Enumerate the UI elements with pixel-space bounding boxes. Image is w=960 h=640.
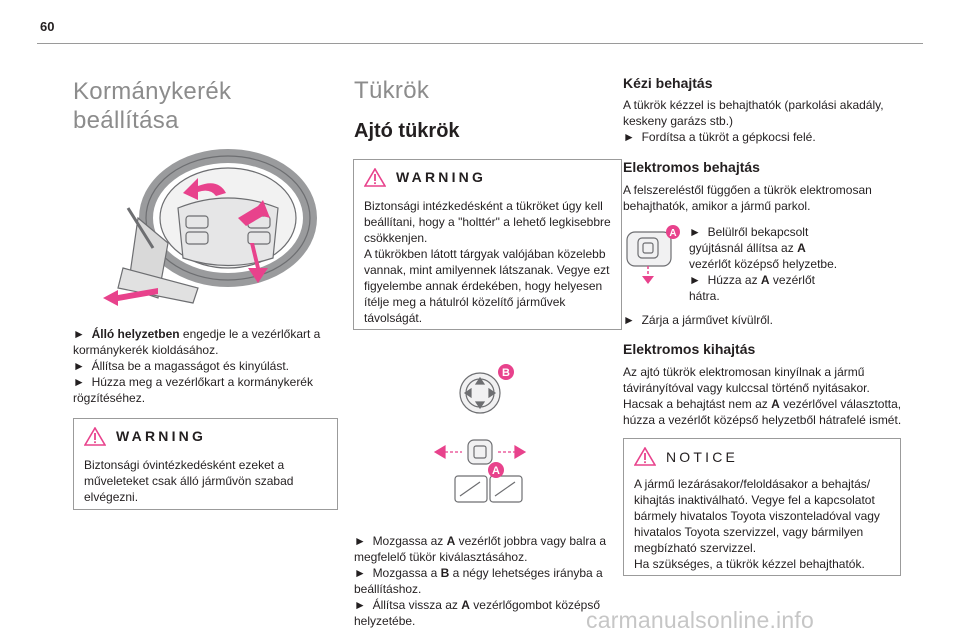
steering-wheel-illustration <box>73 148 338 313</box>
warning-triangle-icon <box>84 427 106 446</box>
steering-section <box>73 58 338 510</box>
mirrors-title: Tükrök <box>354 77 430 104</box>
mirrors-section <box>340 58 622 629</box>
notice-box <box>623 438 901 576</box>
mirror-step-1: ► Mozgassa az A vezérlőt jobbra vagy balra a megfelelő tükör kiválasztásához. <box>354 533 607 564</box>
steering-steps <box>73 326 338 406</box>
steering-step-1: ► Álló helyzetben engedje le a vezérlőkart a kormánykerék kioldásához. <box>73 326 321 357</box>
steering-step-2: ► Állítsa be a magasságot és kinyúlást. <box>73 358 289 373</box>
door-mirrors-subtitle: Ajtó tükrök <box>354 119 460 142</box>
electric-fold-step-2: ► Húzza az A vezérlőt hátra. <box>689 273 815 303</box>
electric-unfold-title: Elektromos kihajtás <box>623 341 756 357</box>
manual-fold-title: Kézi behajtás <box>623 75 713 91</box>
steering-warning-box <box>73 418 338 510</box>
badge-a-label: A <box>492 464 500 477</box>
page-header <box>0 0 960 43</box>
electric-fold-step-3: ► Zárja a járművet kívülről. <box>623 313 773 327</box>
mirror-steps <box>354 533 622 629</box>
manual-fold-step: ► Fordítsa a tükröt a gépkocsi felé. <box>623 130 816 144</box>
notice-text: A jármű lezárásakor/feloldásakor a behajtás/ kihajtás inaktiválható. Vegye fel a kapcsolatot bármely hivatalos Toyota viszonteladóval vagy hivatalos Toyota szervizzel, vagy bármilyen megbízható szervizzel. Ha szükséges, a tükrök kézzel behajthatók. <box>634 477 880 571</box>
page-number: 60 <box>40 19 55 34</box>
warning-label: WARNING <box>116 428 207 445</box>
warning-label: WARNING <box>396 169 487 186</box>
mirrors-warning-box <box>353 159 622 330</box>
notice-triangle-icon <box>634 447 656 466</box>
footer-watermark: carmanualsonline.info <box>586 607 814 633</box>
mirror-switch-icon <box>623 224 681 286</box>
mirrors-warning-text: Biztonsági intézkedésként a tükröket úgy kell beállítani, hogy a "holttér" a lehető legkisebbre csökkenjen. A tükrökben látott tárgyak valójában közelebb vannak, mint amilyennek látszanak. Vegye ezt figyelembe annak érdekében, hogy helyesen ítélje meg a hátulról közelítő járművek távolságát. <box>364 198 611 325</box>
badge-b-label: B <box>502 366 510 379</box>
mirror-step-3: ► Állítsa vissza az A vezérlőgombot középső helyzetébe. <box>354 597 601 628</box>
electric-fold-step-1: ► Belülről bekapcsolt gyújtásnál állítsa az A vezérlőt középső helyzetbe. <box>689 225 838 271</box>
steering-step-3: ► Húzza meg a vezérlőkart a kormánykerék rögzítéséhez. <box>73 374 313 405</box>
mirror-step-2: ► Mozgassa a B a négy lehetséges irányba a beállításhoz. <box>354 565 603 596</box>
warning-triangle-icon <box>364 168 386 187</box>
electric-fold-badge: A <box>669 228 677 239</box>
steering-title: Kormánykerék beállítása <box>73 78 232 134</box>
folding-section <box>623 70 908 576</box>
steering-warning-text: Biztonsági óvintézkedésként ezeket a műveleteket csak álló járművön szabad elvégezni. <box>84 457 294 504</box>
electric-fold-steps <box>689 224 839 304</box>
mirror-control-illustration <box>340 358 622 518</box>
manual-fold-text: A tükrök kézzel is behajthatók (parkolási akadály, keskeny garázs stb.) <box>623 98 884 128</box>
electric-fold-text: A felszereléstől függően a tükrök elektromosan behajthatók, amikor a jármű parkol. <box>623 183 872 213</box>
electric-unfold-text: Az ajtó tükrök elektromosan kinyílnak a jármű távirányítóval vagy kulccsal történő nyitásakor. Hacsak a behajtást nem az A vezérlővel választotta, húzza a vezérlőt középső helyzetből hátrafelé ismét. <box>623 365 902 427</box>
notice-label: NOTICE <box>666 448 739 465</box>
header-rule <box>37 43 923 44</box>
electric-fold-row <box>623 224 908 304</box>
electric-fold-title: Elektromos behajtás <box>623 159 760 175</box>
